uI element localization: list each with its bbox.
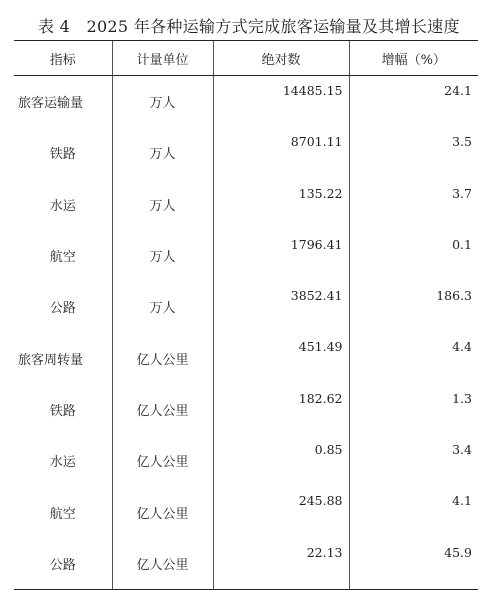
row-unit: 亿人公里: [112, 384, 213, 435]
row-unit: 万人: [112, 76, 213, 128]
row-absolute-value: 451.49: [213, 332, 349, 383]
table-row: [14, 281, 478, 332]
row-growth-value: 3.7: [349, 179, 478, 230]
row-indicator: 公路: [49, 301, 76, 317]
row-unit: 万人: [112, 127, 213, 178]
header-unit: 计量单位: [112, 41, 213, 76]
row-unit: 亿人公里: [112, 538, 213, 590]
row-indicator: 旅客周转量: [18, 352, 84, 368]
table-row: [14, 435, 478, 486]
table-row: [14, 538, 478, 590]
table-row: [14, 332, 478, 383]
row-growth-value: 4.4: [349, 332, 478, 383]
row-growth-value: 24.1: [349, 76, 478, 128]
header-row: [14, 41, 478, 76]
row-absolute-value: 245.88: [213, 486, 349, 537]
row-indicator: 铁路: [49, 403, 76, 419]
row-unit: 亿人公里: [112, 332, 213, 383]
header-indicator: 指标: [14, 41, 112, 76]
row-indicator: 旅客运输量: [18, 96, 84, 112]
row-unit: 亿人公里: [112, 486, 213, 537]
header-absolute: 绝对数: [213, 41, 349, 76]
row-absolute-value: 3852.41: [213, 281, 349, 332]
row-growth-value: 0.1: [349, 230, 478, 281]
row-absolute-value: 22.13: [213, 538, 349, 590]
row-indicator: 铁路: [49, 147, 76, 163]
row-unit: 万人: [112, 230, 213, 281]
table-row: [14, 384, 478, 435]
row-indicator: 公路: [14, 538, 112, 590]
row-growth-value: 3.4: [349, 435, 478, 486]
row-absolute-value: 1796.41: [213, 230, 349, 281]
row-growth-value: 3.5: [349, 127, 478, 178]
row-unit: 万人: [112, 179, 213, 230]
table-row: [14, 230, 478, 281]
row-absolute-value: 0.85: [213, 435, 349, 486]
passenger-transport-table: [14, 40, 478, 590]
row-growth-value: 186.3: [349, 281, 478, 332]
row-unit: 万人: [112, 281, 213, 332]
row-indicator: 水运: [49, 455, 76, 471]
row-growth-value: 1.3: [349, 384, 478, 435]
header-growth: 增幅（%）: [349, 41, 478, 76]
row-unit: 亿人公里: [112, 435, 213, 486]
table-row: [14, 127, 478, 178]
row-growth-value: 4.1: [349, 486, 478, 537]
row-absolute-value: 182.62: [213, 384, 349, 435]
row-absolute-value: 135.22: [213, 179, 349, 230]
row-indicator: 航空: [49, 250, 76, 266]
table-row: [14, 76, 478, 128]
table-row: [14, 179, 478, 230]
table-row: [14, 486, 478, 537]
row-absolute-value: 8701.11: [213, 127, 349, 178]
row-indicator: 水运: [49, 198, 76, 214]
row-growth-value: 45.9: [349, 538, 478, 590]
row-absolute-value: 14485.15: [213, 76, 349, 128]
row-indicator: 航空: [49, 506, 76, 522]
table-title: 表 4 2025 年各种运输方式完成旅客运输量及其增长速度: [38, 17, 460, 36]
